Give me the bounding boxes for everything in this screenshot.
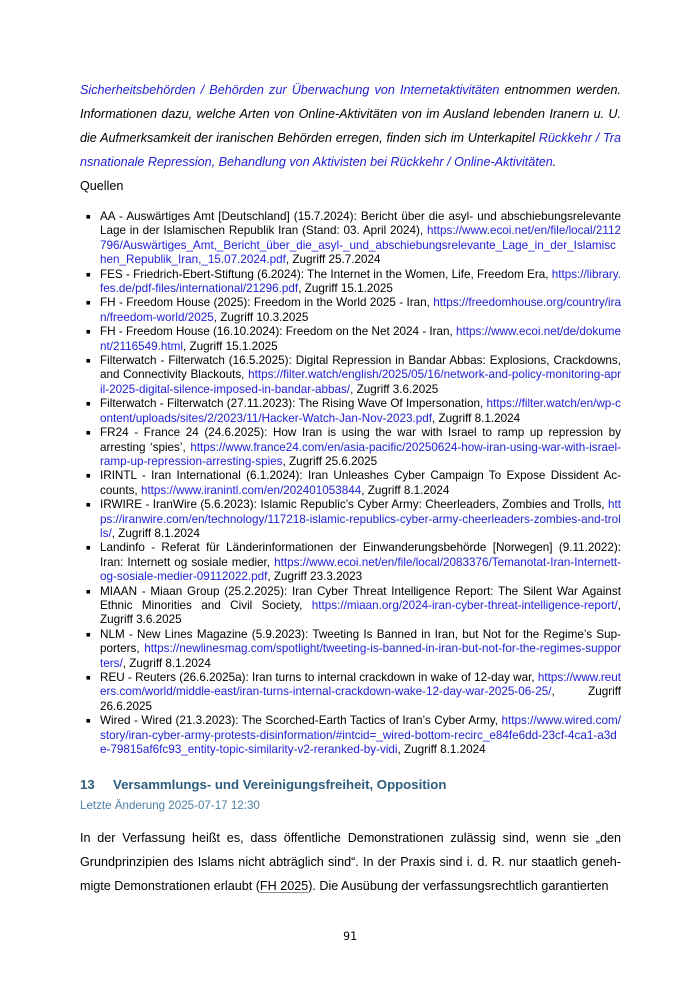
sources-heading: Quellen <box>80 179 124 193</box>
bullet-square-icon: ■ <box>86 327 91 337</box>
source-item <box>80 268 621 297</box>
hyperlink[interactable]: https://filter.watch/english/2025/05/16/network-and-policy-monitoring-april-2025-digital-silence-imposed-in-bandar-abbas/ <box>100 368 621 396</box>
text-run: MIAAN - Miaan Group (25.2.2025): Iran Cyber Threat Intelligence Report: The Silent War Against Ethnic Minorities and Civil Society, <box>100 584 621 612</box>
text-run: NLM - New Lines Magazine (5.9.2023): Tweeting Is Banned in Iran, but Not for the Regime’s Supporters, <box>100 627 621 656</box>
text-run: , Zugriff 8.1.2024 <box>111 526 200 540</box>
hyperlink[interactable]: https://www.france24.com/en/asia-pacific/20250624-how-iran-using-war-with-israel-ramp-up-repression-arresting-spies <box>100 440 621 468</box>
bullet-square-icon: ■ <box>86 399 91 409</box>
text-run: , Zugriff 25.7.2024 <box>285 253 381 267</box>
text-run: , Zugriff 8.1.2024 <box>122 656 211 670</box>
source-item <box>80 325 621 354</box>
body-paragraph <box>80 826 621 898</box>
section-number: 13 <box>80 777 95 793</box>
hyperlink[interactable]: Rückkehr / Transnationale Repression, Behandlung von Aktivisten bei Rückkehr / Online-Aktivitäten <box>80 131 621 169</box>
bullet-square-icon: ■ <box>86 500 91 510</box>
source-text <box>100 354 621 396</box>
intro-paragraph <box>80 78 621 174</box>
text-run: FR24 - France 24 (24.6.2025): How Iran is using the war with Israel to ramp up repression by arresting ‘spies’, <box>100 426 621 454</box>
bullet-square-icon: ■ <box>86 629 91 639</box>
bullet-square-icon: ■ <box>86 298 91 308</box>
source-item <box>80 469 621 498</box>
source-text <box>100 585 621 627</box>
source-item <box>80 210 621 268</box>
source-item <box>80 541 621 584</box>
source-text <box>100 671 621 713</box>
source-item <box>80 585 621 628</box>
hyperlink[interactable]: https://miaan.org/2024-iran-cyber-threat-intelligence-report/ <box>311 598 618 612</box>
source-item <box>80 628 621 671</box>
page-number: 91 <box>343 929 357 943</box>
text-run: , Zugriff 10.3.2025 <box>213 310 309 324</box>
source-text <box>100 541 621 583</box>
source-item <box>80 671 621 714</box>
text-run: , Zugriff 8.1.2024 <box>431 411 521 425</box>
source-text <box>100 210 621 266</box>
text-run: FES - Friedrich-Ebert-Stiftung (6.2024): The Internet in the Women, Life, Freedom Era, <box>100 267 552 281</box>
hyperlink[interactable]: https://freedomhouse.org/country/iran/freedom-world/2025 <box>100 296 621 324</box>
sources-list <box>80 210 621 757</box>
text-run: ). Die Ausübung der verfassungsrechtlich garantierten <box>308 879 609 894</box>
bullet-square-icon: ■ <box>86 356 91 366</box>
bullet-square-icon: ■ <box>86 586 91 596</box>
bullet-square-icon: ■ <box>86 543 91 553</box>
text-run: , Zugriff 15.1.2025 <box>298 282 393 296</box>
bullet-square-icon: ■ <box>86 471 91 481</box>
text-run: Wired - Wired (21.3.2023): The Scorched-Earth Tactics of Iran’s Cyber Army, <box>100 714 502 728</box>
hyperlink[interactable]: https://www.ecoi.net/en/file/local/2083376/Temanotat-Iran-Internett-og-sosiale-medier-09112022.pdf <box>100 555 621 584</box>
source-text <box>100 397 621 424</box>
source-item <box>80 426 621 469</box>
section-title: Versammlungs- und Vereinigungsfreiheit, Opposition <box>113 777 447 793</box>
hyperlink[interactable]: https://www.reuters.com/world/middle-east/iran-turns-internal-crackdown-wake-12-day-war-2025-06-25/ <box>100 671 621 699</box>
text-run: , Zugriff 8.1.2024 <box>397 743 486 757</box>
source-item <box>80 498 621 541</box>
bullet-square-icon: ■ <box>86 428 91 438</box>
text-run: In der Verfassung heißt es, dass öffentliche Demonstrationen zulässig sind, wenn sie „den Grundprinzipien des Islams nicht abträglich sind“. In der Praxis sind i. d. R. nur staatlich genehmigte Demonstrationen erlaubt ( <box>80 831 621 894</box>
source-text <box>100 268 621 295</box>
text-run: , Zugriff 25.6.2025 <box>282 454 378 468</box>
text-run: , Zugriff 8.1.2024 <box>361 483 450 497</box>
source-item <box>80 397 621 426</box>
hyperlink[interactable]: https://www.wired.com/story/iran-cyber-army-protests-disinformation/#intcid=_wired-bottom-recirc_e84fe6dd-23cf-4ca1-a3de-79815af6fc93_entity-topic-similarity-v2-reranked-by-vidi <box>100 714 621 757</box>
text-run: , Zugriff 26.6.2025 <box>100 685 621 713</box>
section-heading <box>80 777 621 793</box>
hyperlink[interactable]: Sicherheitsbehörden / Behörden zur Überwachung von Internetaktivitäten <box>80 83 500 97</box>
source-item <box>80 714 621 757</box>
internal-reference-link[interactable]: FH 2025 <box>259 879 309 894</box>
text-run: AA - Auswärtiges Amt [Deutschland] (15.7.2024): Bericht über die asyl- und abschiebungsrelevante Lage in der Islamischen Republik Iran (Stand: 03. April 2024), <box>100 210 621 238</box>
text-run: FH - Freedom House (2025): Freedom in the World 2025 - Iran, <box>100 296 434 310</box>
text-run: Landinfo - Referat für Länderinformationen der Einwanderungsbehörde [Norwegen] (9.11.2022): Iran: Internett og sosiale medier, <box>100 541 621 569</box>
source-text <box>100 628 621 670</box>
last-change-label: Letzte Änderung 2025-07-17 12:30 <box>80 799 260 813</box>
text-run: REU - Reuters (26.6.2025a): Iran turns to internal crackdown in wake of 12-day war, <box>100 671 538 684</box>
source-item <box>80 296 621 325</box>
text-run: , Zugriff 15.1.2025 <box>182 339 278 353</box>
source-text <box>100 469 621 496</box>
text-run: Filterwatch - Filterwatch (27.11.2023): The Rising Wave Of Impersonation, <box>100 397 487 411</box>
source-item <box>80 354 621 397</box>
text-run: IRINTL - Iran International (6.1.2024): Iran Unleashes Cyber Campaign To Expose Dissident Accounts, <box>100 469 621 497</box>
hyperlink[interactable]: https://newlinesmag.com/spotlight/tweeting-is-banned-in-iran-but-not-for-the-regimes-supporters/ <box>100 642 621 670</box>
source-text <box>100 714 621 756</box>
hyperlink[interactable]: https://filter.watch/en/wp-content/uploads/sites/2/2023/11/Hacker-Watch-Jan-Nov-2023.pdf <box>100 397 621 425</box>
bullet-square-icon: ■ <box>86 673 91 682</box>
text-run: . <box>552 155 557 169</box>
hyperlink[interactable]: https://www.ecoi.net/en/file/local/2112796/Auswärtiges_Amt,_Bericht_über_die_asyl-_und_abschiebungsrelevante_Lage_in_der_Islamischen_Republik_Iran,_15.07.2024.pdf <box>100 224 621 267</box>
source-text <box>100 498 621 540</box>
page-content <box>80 78 621 898</box>
source-text <box>100 426 621 468</box>
bullet-square-icon: ■ <box>86 212 91 221</box>
hyperlink[interactable]: https://www.ecoi.net/de/dokument/2116549.html <box>100 325 622 353</box>
hyperlink[interactable]: https://iranwire.com/en/technology/117218-islamic-republics-cyber-army-cheerleaders-zombies-and-trolls/ <box>100 498 621 540</box>
source-text <box>100 296 621 323</box>
source-text <box>100 325 621 352</box>
bullet-square-icon: ■ <box>86 269 91 279</box>
text-run: Filterwatch - Filterwatch (16.5.2025): Digital Repression in Bandar Abbas: Explosions, Crackdowns, and Connectivity Blackouts, <box>100 354 621 382</box>
text-run: , Zugriff 3.6.2025 <box>100 598 621 627</box>
hyperlink[interactable]: https://library.fes.de/pdf-files/international/21296.pdf <box>100 267 621 296</box>
text-run: , Zugriff 23.3.2023 <box>267 570 363 584</box>
text-run: IRWIRE - IranWire (5.6.2023): Islamic Republic’s Cyber Army: Cheerleaders, Zombies and Trolls, <box>100 498 608 512</box>
bullet-square-icon: ■ <box>86 716 91 726</box>
text-run: FH - Freedom House (16.10.2024): Freedom on the Net 2024 - Iran, <box>100 325 456 339</box>
text-run: , Zugriff 3.6.2025 <box>350 382 439 396</box>
text-run: entnommen werden. Informationen dazu, welche Arten von Online-Aktivitäten von im Ausland lebenden Iranern u. U. die Aufmerksamkeit der iranischen Behörden erregen, finden sich im Unterkapitel <box>80 83 621 145</box>
hyperlink[interactable]: https://www.iranintl.com/en/202401053844 <box>140 483 362 497</box>
